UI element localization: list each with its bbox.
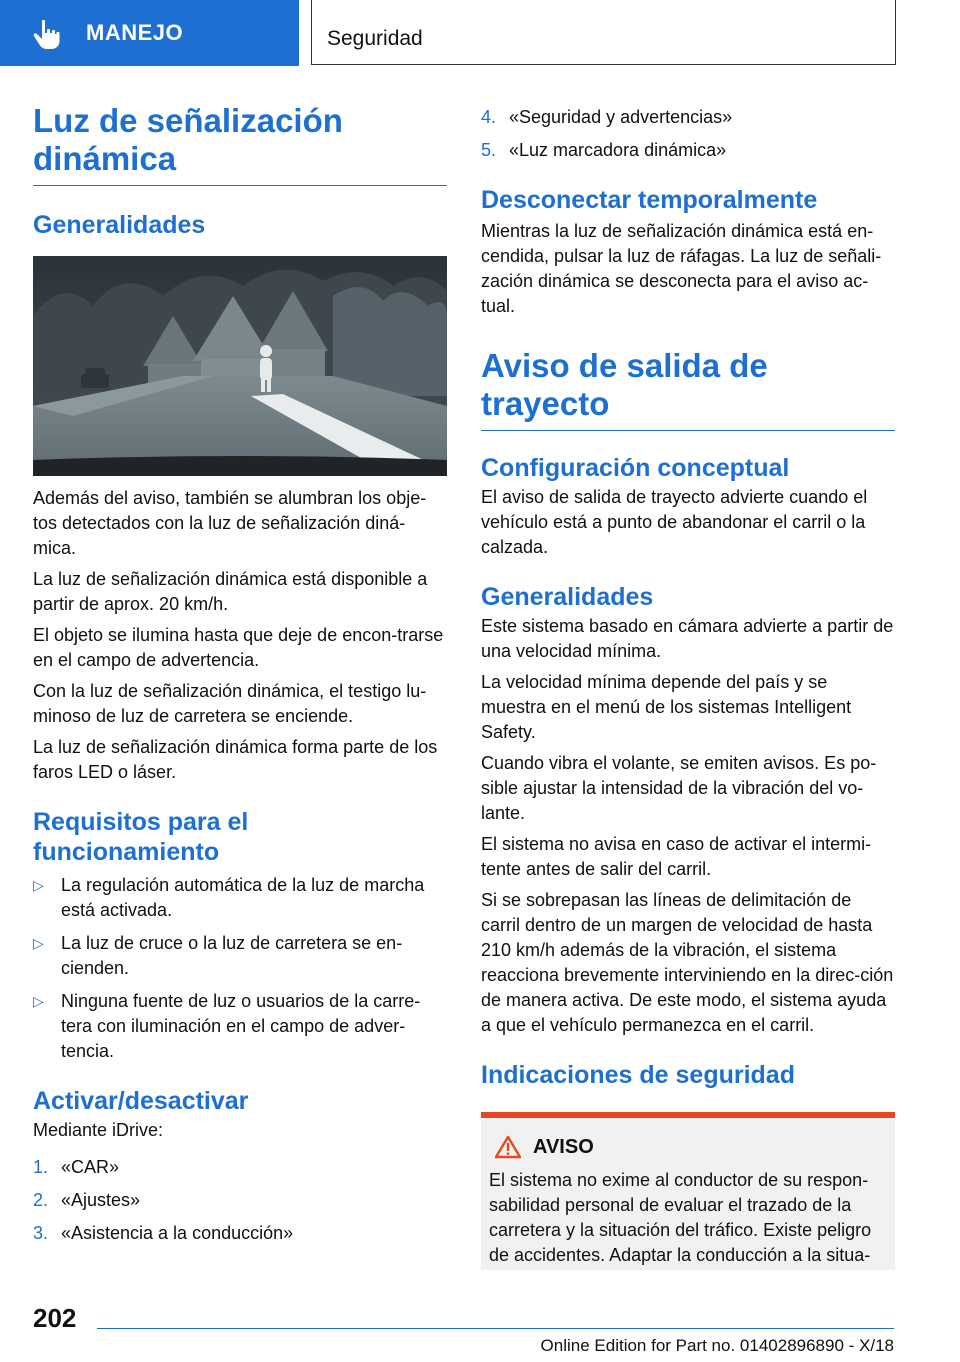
paragraph: Además del aviso, también se alumbran los obje-tos detectados con la luz de señalización diná-mica. <box>33 488 427 558</box>
steps-list <box>33 1151 447 1250</box>
night-road-scene <box>33 256 447 476</box>
triangle-bullet-icon: ▷ <box>33 935 44 951</box>
list-item: ▷ Ninguna fuente de luz o usuarios de la carre-tera con iluminación en el campo de adver-tencia. <box>33 991 421 1061</box>
paragraph: El aviso de salida de trayecto advierte cuando el vehículo está a punto de abandonar el carril o la calzada. <box>481 487 868 557</box>
warning-box <box>481 1112 895 1270</box>
paragraph: El objeto se ilumina hasta que deje de encon-trarse en el campo de advertencia. <box>33 625 444 670</box>
list-item: 4. «Seguridad y advertencias» <box>481 107 733 127</box>
list-item: 2. «Ajustes» <box>33 1190 141 1210</box>
list-item: ▷ La luz de cruce o la luz de carretera se en-cienden. <box>33 933 403 978</box>
heading-configuracion: Configuración conceptual <box>481 454 790 482</box>
title-luz-senalizacion: Luz de señalización dinámica <box>33 102 343 177</box>
paragraph: Este sistema basado en cámara advierte a partir de una velocidad mínima. <box>481 616 894 661</box>
warning-text: El sistema no exime al conductor de su respon-sabilidad personal de evaluar el trazado de la carretera y la situación del tráfico. Existe peligro de accidentes. Adaptar la conducción a la situa- <box>489 1170 872 1265</box>
warning-header <box>495 1132 887 1162</box>
footer-rule <box>97 1328 894 1329</box>
heading-desconectar: Desconectar temporalmente <box>481 186 818 214</box>
edition-text: Online Edition for Part no. 01402896890 - X/18 <box>540 1336 894 1355</box>
chapter-tab-label: MANEJO <box>86 20 184 45</box>
left-column <box>33 102 447 1250</box>
title-aviso-salida: Aviso de salida de trayecto <box>481 347 768 422</box>
right-column <box>481 102 895 1270</box>
chapter-tab[interactable] <box>0 0 299 66</box>
steps-list-continued <box>481 101 895 167</box>
paragraph: Mediante iDrive: <box>33 1120 164 1140</box>
requirements-list <box>33 873 447 1064</box>
warning-title: AVISO <box>533 1135 594 1158</box>
title-rule <box>481 430 895 431</box>
heading-generalidades-2: Generalidades <box>481 583 654 611</box>
heading-indicaciones: Indicaciones de seguridad <box>481 1061 795 1089</box>
heading-generalidades: Generalidades <box>33 211 206 239</box>
hand-pointer-icon <box>30 17 64 51</box>
heading-requisitos: Requisitos para el funcionamiento <box>33 808 249 866</box>
triangle-bullet-icon: ▷ <box>33 993 44 1009</box>
paragraph: El sistema no avisa en caso de activar el intermi-tente antes de salir del carril. <box>481 834 872 879</box>
list-item: 3. «Asistencia a la conducción» <box>33 1223 294 1243</box>
paragraph: Si se sobrepasan las líneas de delimitación de carril dentro de un margen de velocidad de hasta 210 km/h además de la vibración, el sistema reacciona brevemente interviniendo en la direc-ción de manera activa. De este modo, el sistema ayuda a que el vehículo permanezca en el carril. <box>481 890 894 1035</box>
section-header <box>311 0 896 65</box>
paragraph: Con la luz de señalización dinámica, el testigo lu-minoso de luz de carretera se enciende. <box>33 681 427 726</box>
paragraph: La luz de señalización dinámica está disponible a partir de aprox. 20 km/h. <box>33 569 428 614</box>
page-number: 202 <box>33 1303 77 1333</box>
paragraph: Mientras la luz de señalización dinámica está en-cendida, pulsar la luz de ráfagas. La luz de señali-zación dinámica se desconecta para el aviso ac-tual. <box>481 221 882 316</box>
list-item: ▷ La regulación automática de la luz de marcha está activada. <box>33 875 425 920</box>
paragraph: La velocidad mínima depende del país y se muestra en el menú de los sistemas Intelligent Safety. <box>481 672 852 742</box>
paragraph: La luz de señalización dinámica forma parte de los faros LED o láser. <box>33 737 438 782</box>
triangle-bullet-icon: ▷ <box>33 877 44 893</box>
list-item: 1. «CAR» <box>33 1157 120 1177</box>
paragraph: Cuando vibra el volante, se emiten avisos. Es po-sible ajustar la intensidad de la vibración del vo-lante. <box>481 753 877 823</box>
warning-triangle-icon <box>495 1135 521 1159</box>
heading-activar: Activar/desactivar <box>33 1087 249 1115</box>
section-title: Seguridad <box>327 27 423 50</box>
title-rule <box>33 185 447 186</box>
list-item: 5. «Luz marcadora dinámica» <box>481 140 727 160</box>
dynamic-light-illustration <box>33 256 447 476</box>
